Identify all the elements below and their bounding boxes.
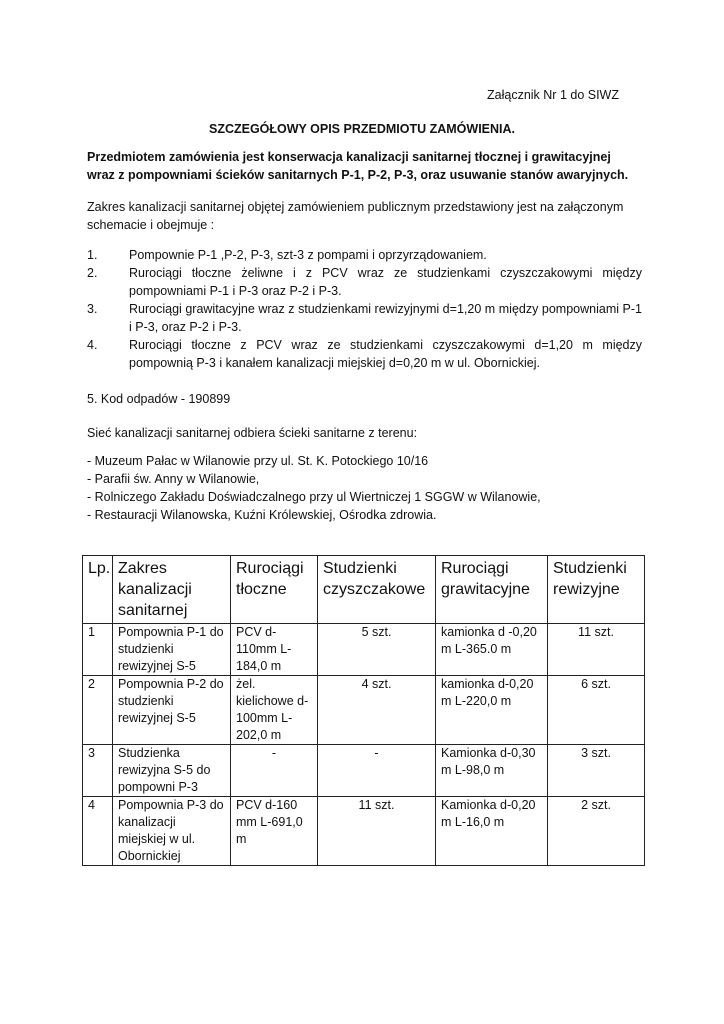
table-row [83, 624, 645, 676]
cell-pressure-pipes: PCV d-110mm L-184,0 m [231, 624, 318, 676]
scope-item-number: 1. [87, 248, 98, 262]
scope-item-number: 3. [87, 302, 98, 316]
cell-scope: Pompownia P-3 do kanalizacji miejskiej w ul. Obornickiej [113, 797, 231, 866]
cell-gravity-pipes: kamionka d -0,20 m L-365.0 m [436, 624, 548, 676]
document-title: SZCZEGÓŁOWY OPIS PRZEDMIOTU ZAMÓWIENIA. [208, 122, 516, 136]
cell-pressure-pipes: - [231, 745, 318, 797]
header-pressure-pipes: Rurociągi tłoczne [231, 556, 318, 624]
scope-item-text: Rurociągi grawitacyjne wraz z studzienkami rewizyjnymi d=1,20 m między pompowniami P-1 i P-3, oraz P-2 i P-3. [129, 302, 642, 334]
served-areas-list [87, 452, 541, 524]
table-row [83, 745, 645, 797]
served-area-item: - Rolniczego Zakładu Doświadczalnego przy ul Wiertniczej 1 SGGW w Wilanowie, [87, 490, 541, 504]
cell-gravity-pipes: Kamionka d-0,30 m L-98,0 m [436, 745, 548, 797]
cell-lp: 2 [83, 676, 113, 745]
scope-item [87, 264, 642, 300]
cell-gravity-pipes: kamionka d-0,20 m L-220,0 m [436, 676, 548, 745]
annex-label: Załącznik Nr 1 do SIWZ [487, 88, 619, 102]
scope-item [87, 336, 642, 372]
header-cleaning-wells: Studzienki czyszczakowe [318, 556, 436, 624]
cell-scope: Studzienka rewizyjna S-5 do pompowni P-3 [113, 745, 231, 797]
sewer-table [82, 555, 645, 866]
cell-inspection-wells: 2 szt. [548, 797, 645, 866]
scope-list [87, 246, 642, 372]
cell-inspection-wells: 3 szt. [548, 745, 645, 797]
table-header-row [83, 556, 645, 624]
cell-scope: Pompownia P-1 do studzienki rewizyjnej S-5 [113, 624, 231, 676]
scope-item-text: Pompownie P-1 ,P-2, P-3, szt-3 z pompami i oprzyrządowaniem. [129, 248, 487, 262]
order-subject: Przedmiotem zamówienia jest konserwacja kanalizacji sanitarnej tłocznej i grawitacyjnej wraz z pompowniami ścieków sanitarnych P-1, P-2, P-3, oraz usuwanie stanów awaryjnych. [87, 150, 629, 182]
served-area-item: - Parafii św. Anny w Wilanowie, [87, 472, 260, 486]
cell-cleaning-wells: 4 szt. [318, 676, 436, 745]
cell-inspection-wells: 11 szt. [548, 624, 645, 676]
cell-lp: 3 [83, 745, 113, 797]
scope-item [87, 246, 642, 264]
scope-item-text: Rurociągi tłoczne żeliwne i z PCV wraz ze studzienkami czyszczakowymi między pompowniami P-1 i P-3 oraz P-2 i P-3. [129, 266, 642, 298]
cell-lp: 4 [83, 797, 113, 866]
scope-item-number: 2. [87, 266, 98, 280]
cell-gravity-pipes: Kamionka d-0,20 m L-16,0 m [436, 797, 548, 866]
served-area-item: - Muzeum Pałac w Wilanowie przy ul. St. K. Potockiego 10/16 [87, 454, 429, 468]
served-area-item: - Restauracji Wilanowska, Kuźni Królewskiej, Ośrodka zdrowia. [87, 508, 437, 522]
waste-code: 5. Kod odpadów - 190899 [87, 392, 231, 406]
cell-scope: Pompownia P-2 do studzienki rewizyjnej S-5 [113, 676, 231, 745]
header-lp: Lp. [83, 556, 113, 624]
cell-cleaning-wells: 5 szt. [318, 624, 436, 676]
scope-item [87, 300, 642, 336]
cell-pressure-pipes: żel. kielichowe d-100mm L- 202,0 m [231, 676, 318, 745]
cell-cleaning-wells: - [318, 745, 436, 797]
cell-inspection-wells: 6 szt. [548, 676, 645, 745]
header-scope: Zakres kanalizacji sanitarnej [113, 556, 231, 624]
cell-pressure-pipes: PCV d-160 mm L-691,0 m [231, 797, 318, 866]
cell-lp: 1 [83, 624, 113, 676]
table-row [83, 676, 645, 745]
header-gravity-pipes: Rurociągi grawitacyjne [436, 556, 548, 624]
header-inspection-wells: Studzienki rewizyjne [548, 556, 645, 624]
cell-cleaning-wells: 11 szt. [318, 797, 436, 866]
scope-item-number: 4. [87, 338, 98, 352]
table-row [83, 797, 645, 866]
scope-item-text: Rurociągi tłoczne z PCV wraz ze studzienkami czyszczakowymi d=1,20 m między pompownią P-3 i kanałem kanalizacji miejskiej d=0,20 m w ul. Obornickiej. [129, 338, 642, 370]
network-intro: Sieć kanalizacji sanitarnej odbiera ścieki sanitarne z terenu: [87, 426, 418, 440]
scope-intro: Zakres kanalizacji sanitarnej objętej zamówieniem publicznym przedstawiony jest na załączonym schemacie i obejmuje : [87, 200, 624, 232]
